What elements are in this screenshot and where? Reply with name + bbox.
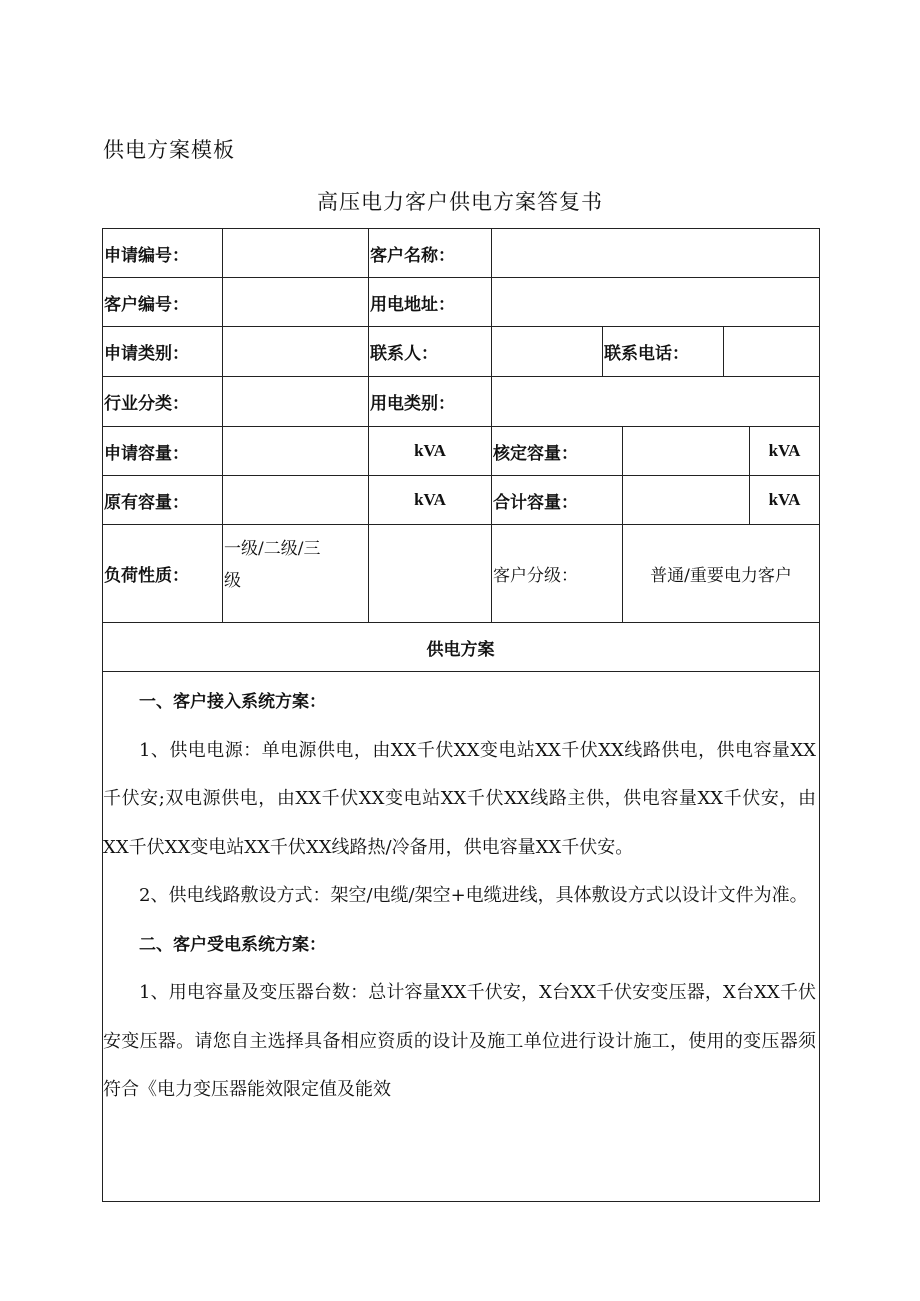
customer-no-field[interactable] — [223, 278, 368, 326]
phone-label: 联系电话： — [604, 344, 689, 364]
load-nature-label: 负荷性质： — [104, 566, 189, 586]
load-nature-options[interactable] — [224, 533, 366, 597]
table-line — [102, 1201, 820, 1202]
heading-access-system: 一、客户接入系统方案： — [139, 692, 326, 712]
table-line — [102, 622, 820, 623]
total-capacity-label: 合计容量： — [493, 492, 578, 513]
approved-capacity-label: 核定容量： — [493, 443, 578, 464]
table-line — [819, 228, 820, 1202]
table-line — [102, 671, 820, 672]
apply-capacity-field[interactable] — [223, 427, 368, 475]
table-line — [602, 326, 603, 376]
load-levels-line1: 一级/二级/三 — [224, 539, 321, 559]
phone-field[interactable] — [724, 327, 819, 376]
table-line — [102, 326, 820, 327]
customer-name-field[interactable] — [492, 229, 819, 277]
total-capacity-unit: kVA — [768, 490, 801, 509]
customer-grade-label: 客户分级： — [493, 566, 578, 586]
load-levels-line2: 级 — [224, 571, 241, 591]
heading-receiving-system: 二、客户受电系统方案： — [139, 934, 326, 955]
contact-field[interactable] — [492, 327, 602, 376]
industry-label: 行业分类： — [104, 394, 189, 414]
document-title: 供电方案模板 — [103, 138, 235, 162]
supply-plan-content — [103, 678, 816, 1115]
apply-capacity-label: 申请容量： — [104, 443, 189, 464]
customer-no-label: 客户编号： — [104, 294, 189, 315]
paragraph-line-laying: 2、供电线路敷设方式：架空/电缆/架空+电缆进线，具体敷设方式以设计文件为准。 — [139, 885, 808, 906]
approved-capacity-field[interactable] — [623, 427, 749, 475]
original-capacity-field[interactable] — [223, 476, 368, 524]
contact-label: 联系人： — [370, 344, 438, 364]
apply-type-field[interactable] — [223, 327, 368, 376]
paragraph-transformer-capacity: 1、用电容量及变压器台数：总计容量XX千伏安，X台XX千伏安变压器，X台XX千伏安变压器。请您自主选择具备相应资质的设计及施工单位进行设计施工，使用的变压器须符合《电力变压器能效限定值及能效 — [103, 982, 816, 1100]
approved-capacity-unit: kVA — [768, 441, 801, 460]
section-title: 供电方案 — [426, 639, 495, 660]
apply-capacity-unit: kVA — [414, 441, 446, 460]
original-capacity-unit: kVA — [414, 490, 446, 509]
application-no-label: 申请编号： — [104, 245, 189, 266]
customer-grade-value[interactable]: 普通/重要电力客户 — [650, 566, 792, 586]
address-field[interactable] — [492, 278, 819, 326]
usage-type-label: 用电类别： — [370, 394, 455, 414]
load-nature-extra-field[interactable] — [369, 525, 491, 622]
form-title: 高压电力客户供电方案答复书 — [317, 190, 603, 214]
original-capacity-label: 原有容量： — [104, 492, 189, 513]
apply-type-label: 申请类别： — [104, 344, 189, 364]
industry-field[interactable] — [223, 377, 368, 426]
paragraph-power-source: 1、供电电源：单电源供电，由XX千伏XX变电站XX千伏XX线路供电，供电容量XX千伏安;双电源供电，由XX千伏XX变电站XX千伏XX线路主供，供电容量XX千伏安，由XX千伏XX变电站XX千伏XX线路热/冷备用，供电容量XX千伏安。 — [103, 739, 816, 858]
application-no-field[interactable] — [223, 229, 368, 277]
customer-name-label: 客户名称： — [370, 245, 455, 266]
usage-type-field[interactable] — [492, 377, 819, 426]
address-label: 用电地址： — [370, 294, 455, 315]
total-capacity-field[interactable] — [623, 476, 749, 524]
